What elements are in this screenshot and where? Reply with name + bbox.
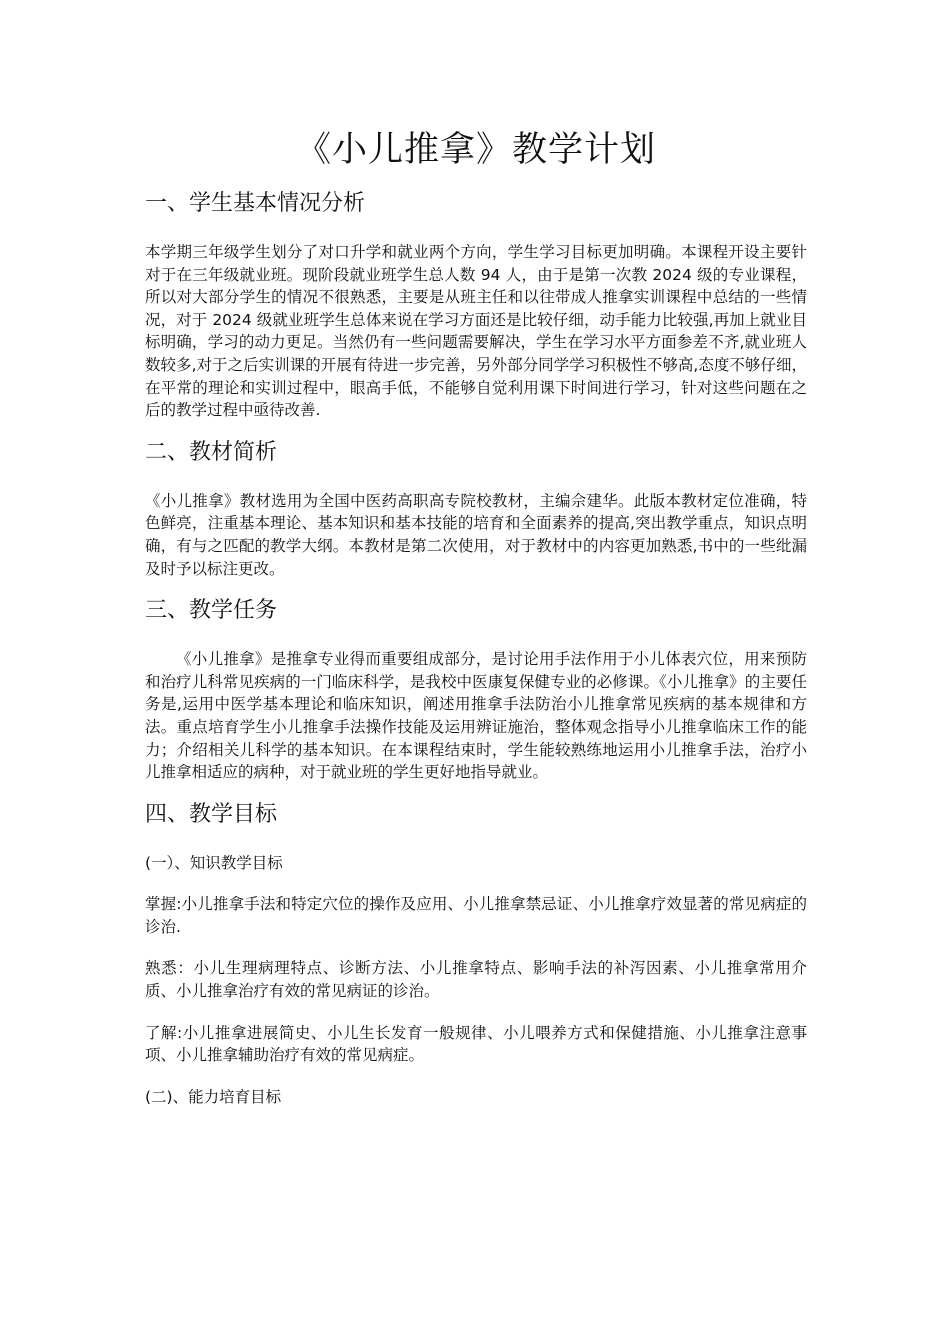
subsection-heading: (二)、能力培育目标 (145, 1087, 282, 1106)
paragraph: 《小儿推拿》教材选用为全国中医药高职高专院校教材，主编佘建华。此版本教材定位准确，特色鲜亮，注重基本理论、基本知识和基本技能的培育和全面素养的提高,突出教学重点，知识点明确，有与之匹配的教学大纲。本教材是第二次使用，对于教材中的内容更加熟悉,书中的一些纰漏及时予以标注更改。 (145, 491, 807, 578)
section-teaching-task (145, 595, 807, 784)
paragraph: 《小儿推拿》是推拿专业得而重要组成部分，是讨论用手法作用于小儿体表穴位，用来预防和治疗儿科常见疾病的一门临床科学，是我校中医康复保健专业的必修课。《小儿推拿》的主要任务是,运用中医学基本理论和临床知识，阐述用推拿手法防治小儿推拿常见疾病的基本规律和方法。重点培育学生小儿推拿手法操作技能及运用辨证施治，整体观念指导小儿推拿临床工作的能力；介绍相关儿科学的基本知识。在本课程结束时，学生能较熟练地运用小儿推拿手法，治疗小儿推拿相适应的病种，对于就业班的学生更好地指导就业。 (145, 650, 807, 782)
subsection-heading: (一）、知识教学目标 (145, 853, 283, 872)
document-title: 《小儿推拿》教学计划 (295, 130, 656, 170)
section-heading: 二、教材简析 (145, 439, 278, 465)
section-student-analysis (145, 188, 807, 422)
paragraph: 熟悉：小儿生理病理特点、诊断方法、小儿推拿特点、影响手法的补泻因素、小儿推拿常用介质、小儿推拿治疗有效的常见病证的诊治。 (145, 959, 807, 1001)
section-heading: 四、教学目标 (145, 801, 278, 827)
paragraph: 掌握:小儿推拿手法和特定穴位的操作及应用、小儿推拿禁忌证、小儿推拿疗效显著的常见病症的诊治. (145, 895, 807, 936)
paragraph: 本学期三年级学生划分了对口升学和就业两个方向，学生学习目标更加明确。本课程开设主要针对于在三年级就业班。现阶段就业班学生总人数 94 人，由于是第一次教 2024 级的专业课程，所以对大部分学生的情况不很熟悉，主要是从班主任和以往带成人推拿实训课程中总结的一些情况，对于 2024 级就业班学生总体来说在学习方面还是比较仔细，动手能力比较强,再加上就业目标明确，学习的动力更足。当然仍有一些问题需要解决，学生在学习水平方面参差不齐,就业班人数较多,对于之后实训课的开展有待进一步完善，另外部分同学学习积极性不够高,态度不够仔细，在平常的理论和实训过程中，眼高手低，不能够自觉利用课下时间进行学习，针对这些问题在之后的教学过程中亟待改善. (145, 243, 807, 420)
section-teaching-goals (145, 799, 807, 1109)
section-heading: 三、教学任务 (145, 598, 278, 624)
paragraph: 了解:小儿推拿进展简史、小儿生长发育一般规律、小儿喂养方式和保健措施、小儿推拿注意事项、小儿推拿辅助治疗有效的常见病症。 (145, 1023, 807, 1065)
section-textbook-analysis (145, 437, 807, 580)
section-heading: 一、学生基本情况分析 (145, 191, 366, 216)
